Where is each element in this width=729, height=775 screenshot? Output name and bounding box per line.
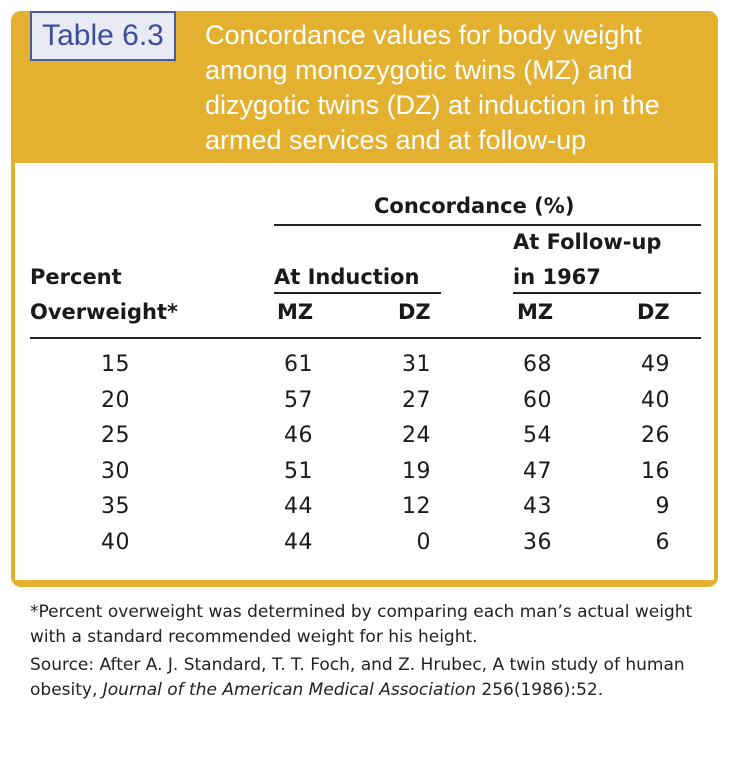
table-cell-fu-mz: 54	[523, 423, 552, 448]
table-notes	[30, 600, 720, 706]
concordance-header: Concordance (%)	[374, 194, 575, 218]
percent-header: Percent	[30, 265, 122, 289]
table-label: Table 6.3	[30, 11, 176, 61]
table-cell-fu-mz: 36	[523, 529, 552, 555]
induction-rule	[274, 292, 441, 294]
table-cell-ind-mz: 44	[284, 494, 313, 519]
table-cell-ind-dz: 0	[416, 529, 431, 555]
follow-up-dz-header: DZ	[637, 300, 670, 324]
table-cell-ind-dz: 19	[402, 458, 431, 484]
follow-up-header-line1: At Follow-up	[513, 230, 662, 254]
table-cell-ind-dz: 27	[402, 387, 431, 413]
table-cell-pct: 25	[101, 423, 130, 448]
table-cell-ind-mz: 61	[284, 352, 313, 377]
table-caption: Concordance values for body weight among monozygotic twins (MZ) and dizygotic twins (DZ) at induction in the armed services and at follow-up	[205, 20, 660, 155]
at-induction-header: At Induction	[274, 265, 420, 289]
source-journal: Journal of the American Medical Association	[102, 680, 476, 700]
table-cell-fu-dz: 16	[641, 458, 670, 484]
table-cell-ind-mz: 57	[284, 387, 313, 413]
table-cell-pct: 40	[101, 529, 130, 555]
source-prefix: Source: After A. J. Standard, T. T. Foch, and Z. Hrubec, A twin study of human obesity,	[30, 655, 685, 700]
footnote: *Percent overweight was determined by comparing each man’s actual weight with a standard recommended weight for his height.	[30, 602, 693, 647]
table-cell-ind-dz: 24	[402, 423, 431, 448]
overweight-header: Overweight*	[30, 300, 178, 324]
table-cell-fu-mz: 43	[523, 494, 552, 519]
table-cell-fu-mz: 68	[523, 352, 552, 377]
table-cell-fu-mz: 60	[523, 387, 552, 413]
induction-dz-header: DZ	[398, 300, 431, 324]
table-cell-fu-dz: 49	[641, 352, 670, 377]
table-cell-pct: 35	[101, 494, 130, 519]
table-cell-pct: 15	[101, 352, 130, 377]
table-cell-ind-mz: 51	[284, 458, 313, 484]
source-note	[30, 653, 720, 703]
follow-up-mz-header: MZ	[517, 300, 554, 324]
table-cell-fu-dz: 26	[641, 423, 670, 448]
table-cell-fu-dz: 6	[655, 529, 670, 555]
follow-up-header-line2: in 1967	[513, 265, 601, 289]
table-cell-pct: 20	[101, 387, 130, 413]
induction-mz-header: MZ	[277, 300, 314, 324]
table-cell-fu-mz: 47	[523, 458, 552, 484]
table-cell-ind-mz: 44	[284, 529, 313, 555]
table-cell-ind-dz: 31	[402, 352, 431, 377]
table-cell-fu-dz: 9	[655, 494, 670, 519]
concordance-rule	[274, 224, 701, 226]
header-rule	[30, 337, 701, 339]
table-cell-ind-dz: 12	[402, 494, 431, 519]
table-cell-pct: 30	[101, 458, 130, 484]
table-cell-ind-mz: 46	[284, 423, 313, 448]
follow-up-rule	[513, 292, 701, 294]
table-cell-fu-dz: 40	[641, 387, 670, 413]
source-suffix: 256(1986):52.	[476, 680, 604, 700]
